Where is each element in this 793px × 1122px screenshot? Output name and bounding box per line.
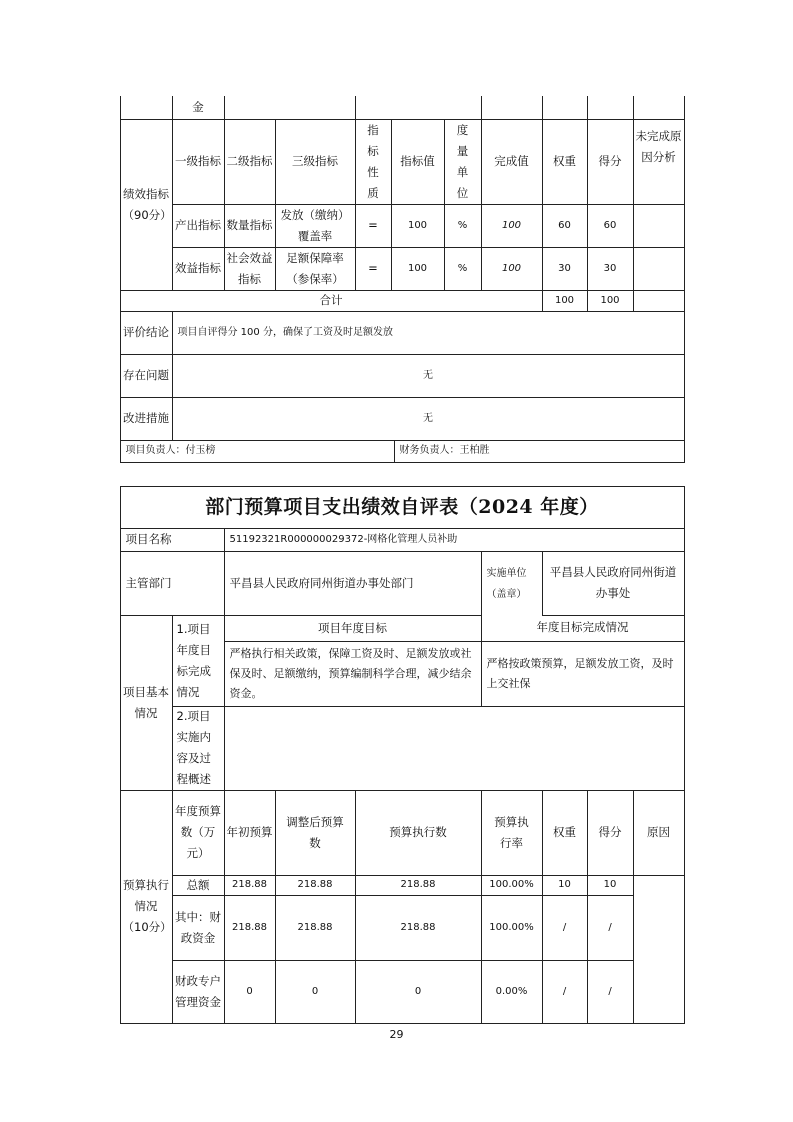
project-name-value: 51192321R000000029372-网格化管理人员补助 — [224, 528, 685, 552]
perf-row-weight: 30 — [542, 247, 588, 291]
budget-label: 预算执行情况（10分） — [120, 790, 173, 1024]
goal-text: 严格执行相关政策，保障工资及时、足额发放或社保及时、足额缴纳，预算编制科学合理，减少结余资金。 — [224, 641, 482, 707]
budget-row-score: 10 — [587, 875, 634, 896]
budget-header-adjusted: 调整后预算数 — [275, 790, 356, 876]
perf-row-l3: 足额保障率（参保率） — [275, 247, 356, 291]
budget-row-executed: 0 — [355, 960, 482, 1024]
perf-row-l2: 数量指标 — [224, 204, 276, 248]
budget-header-weight: 权重 — [542, 790, 588, 876]
budget-row-initial: 218.88 — [224, 895, 276, 961]
goal-header: 项目年度目标 — [224, 615, 482, 642]
basic-label: 项目基本情况 — [120, 615, 173, 791]
dept-value: 平昌县人民政府同州街道办事处部门 — [224, 551, 482, 616]
dept-label: 主管部门 — [120, 551, 225, 616]
done-text: 严格按政策预算，足额发放工资，及时上交社保 — [481, 641, 685, 707]
perf-header-unit: 度量单位 — [444, 119, 482, 205]
budget-header-score: 得分 — [587, 790, 634, 876]
budget-header-initial: 年初预算 — [224, 790, 276, 876]
budget-row-name: 其中：财政资金 — [172, 895, 225, 961]
budget-row-initial: 0 — [224, 960, 276, 1024]
perf-header-l1: 一级指标 — [172, 119, 225, 205]
perf-row-weight: 60 — [542, 204, 588, 248]
budget-row-rate: 100.00% — [481, 875, 543, 896]
budget-row-score: / — [587, 960, 634, 1024]
perf-row-reason — [633, 204, 685, 248]
budget-row-adjusted: 218.88 — [275, 875, 356, 896]
total-empty — [633, 290, 685, 312]
perf-row-done: 100 — [481, 247, 543, 291]
budget-row-name: 总额 — [172, 875, 225, 896]
perf-header-value: 指标值 — [391, 119, 445, 205]
carry-cell — [587, 96, 634, 120]
perf-row-done: 100 — [481, 204, 543, 248]
perf-row-score: 30 — [587, 247, 634, 291]
done-header: 年度目标完成情况 — [481, 615, 685, 642]
improve-label: 改进措施 — [120, 397, 173, 441]
carry-cell — [224, 96, 356, 120]
budget-header-rate: 预算执行率 — [481, 790, 543, 876]
total-label: 合计 — [120, 290, 543, 312]
impl-value: 平昌县人民政府同州街道办事处 — [542, 551, 685, 616]
budget-row-executed: 218.88 — [355, 875, 482, 896]
carry-cell — [355, 96, 482, 120]
budget-row-adjusted: 218.88 — [275, 895, 356, 961]
perf-row-l1: 产出指标 — [172, 204, 225, 248]
budget-row-score: / — [587, 895, 634, 961]
total-weight: 100 — [542, 290, 588, 312]
perf-header-l3: 三级指标 — [275, 119, 356, 205]
conclusion-text: 项目自评得分 100 分，确保了工资及时足额发放 — [172, 311, 685, 355]
budget-row-weight: 10 — [542, 875, 588, 896]
budget-row-initial: 218.88 — [224, 875, 276, 896]
form-title: 部门预算项目支出绩效自评表（2024 年度） — [120, 486, 685, 529]
perf-row-nature: = — [355, 204, 392, 248]
perf-row-value: 100 — [391, 204, 445, 248]
perf-label: 绩效指标（90分） — [120, 119, 173, 291]
carry-cell-fund: 金 — [172, 96, 225, 120]
perf-row-nature: = — [355, 247, 392, 291]
perf-row-score: 60 — [587, 204, 634, 248]
carry-cell — [633, 96, 685, 120]
carry-cell — [542, 96, 588, 120]
impl-label: 实施单位（盖章） — [481, 551, 543, 616]
improve-text: 无 — [172, 397, 685, 441]
basic-sub2-text — [224, 706, 685, 791]
budget-header-annual: 年度预算数（万元） — [172, 790, 225, 876]
problems-label: 存在问题 — [120, 354, 173, 398]
budget-row-rate: 0.00% — [481, 960, 543, 1024]
basic-sub2-label: 2.项目实施内容及过程概述 — [172, 706, 225, 791]
finance-owner: 财务负责人：王柏胜 — [394, 440, 685, 463]
page-number: 29 — [389, 1028, 404, 1041]
budget-row-rate: 100.00% — [481, 895, 543, 961]
budget-row-weight: / — [542, 895, 588, 961]
carry-cell-0 — [120, 96, 173, 120]
perf-row-l1: 效益指标 — [172, 247, 225, 291]
perf-row-unit: % — [444, 247, 482, 291]
perf-header-done: 完成值 — [481, 119, 543, 205]
problems-text: 无 — [172, 354, 685, 398]
perf-header-score: 得分 — [587, 119, 634, 205]
budget-row-weight: / — [542, 960, 588, 1024]
perf-header-nature: 指标性质 — [355, 119, 392, 205]
budget-header-reason: 原因 — [633, 790, 685, 876]
perf-row-unit: % — [444, 204, 482, 248]
perf-header-weight: 权重 — [542, 119, 588, 205]
budget-row-name: 财政专户管理资金 — [172, 960, 225, 1024]
perf-row-l3: 发放（缴纳）覆盖率 — [275, 204, 356, 248]
project-name-label: 项目名称 — [120, 528, 225, 552]
budget-header-executed: 预算执行数 — [355, 790, 482, 876]
perf-header-reason: 未完成原因分析 — [633, 119, 685, 205]
carry-cell — [481, 96, 543, 120]
perf-row-l2: 社会效益指标 — [224, 247, 276, 291]
project-owner: 项目负责人：付玉榜 — [120, 440, 395, 463]
perf-row-value: 100 — [391, 247, 445, 291]
total-score: 100 — [587, 290, 634, 312]
budget-reason — [633, 875, 685, 1024]
perf-row-reason — [633, 247, 685, 291]
perf-header-l2: 二级指标 — [224, 119, 276, 205]
basic-sub1-label: 1.项目年度目标完成情况 — [172, 615, 225, 707]
budget-row-executed: 218.88 — [355, 895, 482, 961]
conclusion-label: 评价结论 — [120, 311, 173, 355]
budget-row-adjusted: 0 — [275, 960, 356, 1024]
